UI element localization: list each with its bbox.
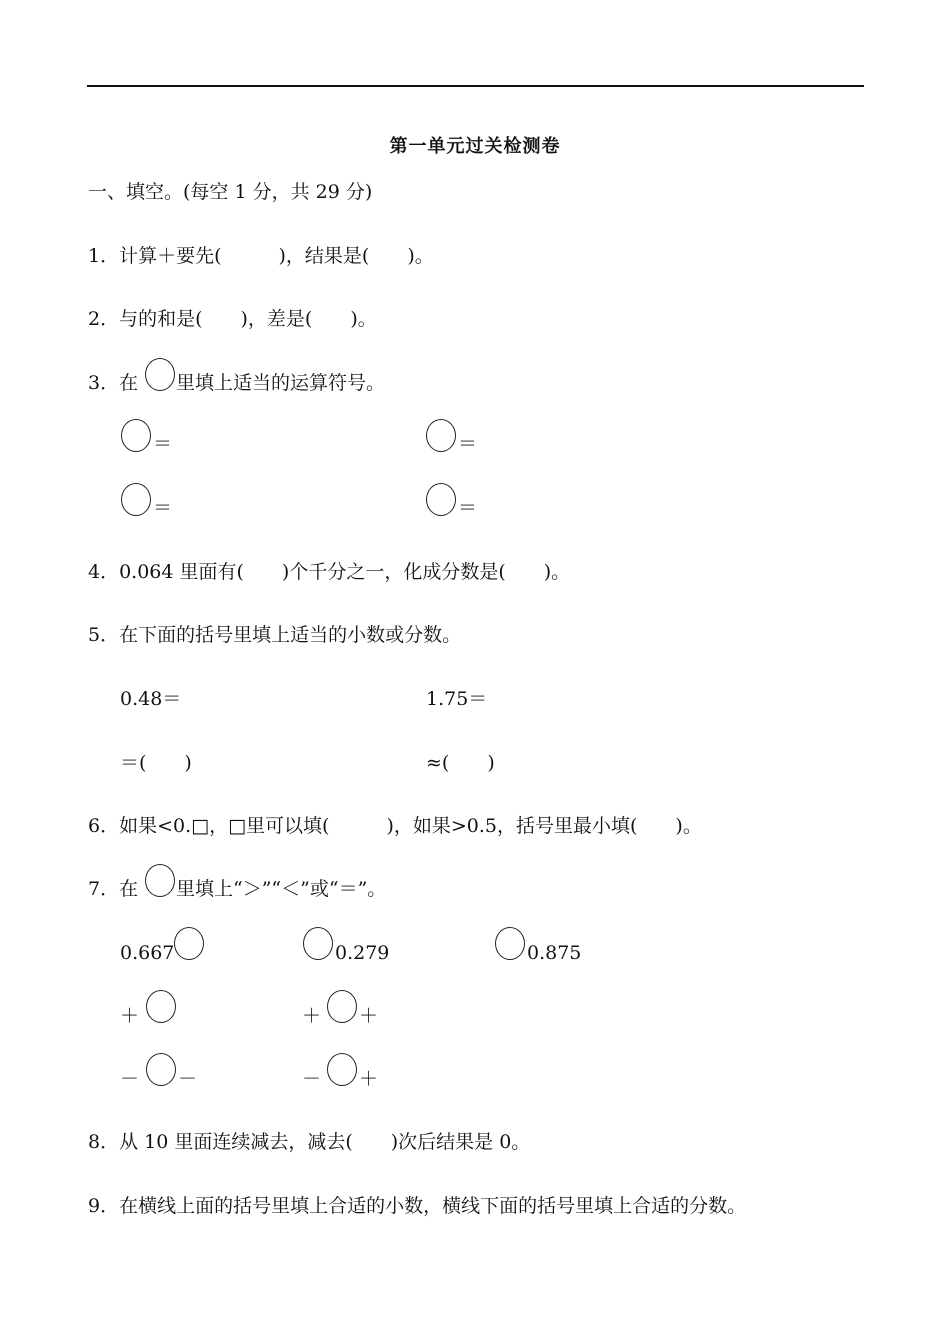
answer-circle[interactable] — [146, 990, 176, 1023]
plus-sign: ＋ — [120, 1005, 140, 1027]
equals-sign: ＝ — [458, 433, 478, 455]
answer-circle[interactable] — [145, 358, 175, 391]
q5-right-1: 1.75＝ — [426, 688, 488, 710]
answer-circle[interactable] — [303, 927, 333, 960]
question-4: 4．0.064 里面有( )个千分之一，化成分数是( )。 — [88, 561, 571, 583]
q5-right-2: ≈( ) — [426, 752, 495, 774]
q5-left-1: 0.48＝ — [120, 688, 182, 710]
section-heading: 一、填空。(每空 1 分，共 29 分) — [88, 181, 373, 203]
equals-sign: ＝ — [153, 497, 173, 519]
question-1: 1．计算＋要先( )，结果是( )。 — [88, 245, 434, 267]
equals-sign: ＝ — [153, 433, 173, 455]
q7-value-a: 0.667 — [120, 942, 175, 964]
question-7-prefix: 7．在 — [88, 878, 139, 900]
answer-circle[interactable] — [121, 419, 151, 452]
plus-sign: ＋ — [359, 1068, 379, 1090]
question-9: 9．在横线上面的括号里填上合适的小数，横线下面的括号里填上合适的分数。 — [88, 1195, 747, 1217]
q7-value-c: 0.875 — [527, 942, 582, 964]
question-8: 8．从 10 里面连续减去，减去( )次后结果是 0。 — [88, 1131, 531, 1153]
q7-value-b: 0.279 — [335, 942, 390, 964]
minus-sign: － — [178, 1068, 198, 1090]
answer-circle[interactable] — [495, 927, 525, 960]
minus-sign: － — [302, 1068, 322, 1090]
answer-circle[interactable] — [121, 483, 151, 516]
q5-left-2: ＝( ) — [120, 752, 192, 774]
question-3-prefix: 3．在 — [88, 372, 139, 394]
question-2: 2．与的和是( )，差是( )。 — [88, 308, 377, 330]
answer-circle[interactable] — [174, 927, 204, 960]
equals-sign: ＝ — [458, 497, 478, 519]
answer-circle[interactable] — [426, 483, 456, 516]
plus-sign: ＋ — [359, 1005, 379, 1027]
answer-circle[interactable] — [145, 864, 175, 897]
answer-circle[interactable] — [146, 1053, 176, 1086]
answer-circle[interactable] — [327, 1053, 357, 1086]
plus-sign: ＋ — [302, 1005, 322, 1027]
question-3-text: 里填上适当的运算符号。 — [176, 372, 386, 394]
answer-circle[interactable] — [327, 990, 357, 1023]
question-6: 6．如果<0.□，□里可以填( )，如果>0.5，括号里最小填( )。 — [88, 815, 702, 837]
question-5: 5．在下面的括号里填上适当的小数或分数。 — [88, 624, 462, 646]
page-title: 第一单元过关检测卷 — [389, 136, 561, 157]
answer-circle[interactable] — [426, 419, 456, 452]
question-7-text: 里填上“＞”“＜”或“＝”。 — [176, 878, 387, 900]
top-rule — [87, 85, 864, 87]
minus-sign: － — [120, 1068, 140, 1090]
